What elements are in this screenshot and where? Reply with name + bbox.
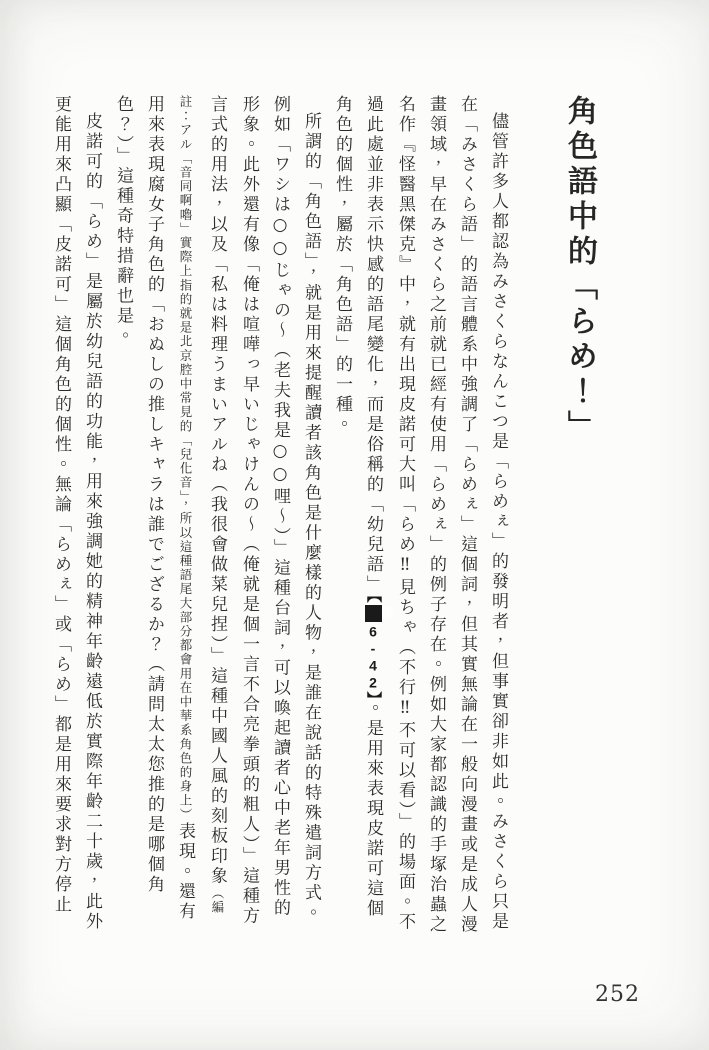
figure-ref-open-bracket: 【 (365, 595, 382, 603)
figure-ref-number: 6-42 (365, 623, 381, 692)
editor-note: （編註：アル「音同啊嚕」實際上指的就是北京腔中常見的「兒化音」，所以這種語尾大部分都會用在中華系角色的身上） (178, 95, 225, 915)
figure-icon: 圖 (365, 605, 382, 622)
paragraph-2-text-b: 表現。還有用來表現腐女子角色的「おぬしの推しキャラは誰でござるか？（請問太太您推的是哪個角色？）」這種奇特措辭也是。 (113, 95, 195, 922)
paragraph-2 (107, 95, 326, 938)
figure-ref-close-bracket: 】 (365, 691, 382, 699)
paragraph-3-text: 皮諾可的「らめ」是屬於幼兒語的功能，用來強調她的精神年齡遠低於實際年齡二十歲，此外更能用來凸顯「皮諾可」這個角色的個性。無論「らめぇ」或「らめ」都是用來要求對方停止 (51, 95, 102, 932)
paragraph-3 (45, 95, 107, 938)
paragraph-1 (326, 95, 513, 938)
paragraph-1-text-a: 儘管許多人都認為みさくらなんこつ是「らめぇ」的發明者，但事實卻非如此。みさくら只是在「みさくら語」的語言體系中強調了「らめぇ」這個詞，但其實無論在一般向漫畫或是成人漫畫領域，早在みさくら之前就已經有使用「らめぇ」的例子存在。例如大家都認識的手塚治蟲之名作『怪醫黑傑克』中，就有出現皮諾可大叫「らめ‼見ちゃ（不行‼不可以看）」的場面。不過此處並非表示快感的語尾變化，而是俗稱的「幼兒語」 (363, 95, 508, 935)
page-content (45, 95, 643, 938)
paragraph-2-text-a: 所謂的「角色語」，就是用來提醒讀者該角色是什麼樣的人物，是誰在說話的特殊遣詞方式。例如「ワシは○○じゃの～（老夫我是○○哩～）」這種台詞，可以喚起讀者心中老年男性的形象。此外還有像「俺は喧嘩っ早いじゃけんの～（俺就是個一言不合亮拳頭的粗人）」這種方言式的用法，以及「私は料理うまいアルね（我很會做菜兒捏）」這種中國人風的刻板印象 (207, 95, 321, 927)
paragraph-1-text-b: 。是用來表現皮諾可這個角色的個性，屬於「角色語」的一種。 (332, 95, 383, 919)
page-title: 角色語中的「らめ！」 (563, 95, 596, 445)
page-number: 252 (595, 982, 640, 1007)
figure-reference (364, 595, 394, 699)
